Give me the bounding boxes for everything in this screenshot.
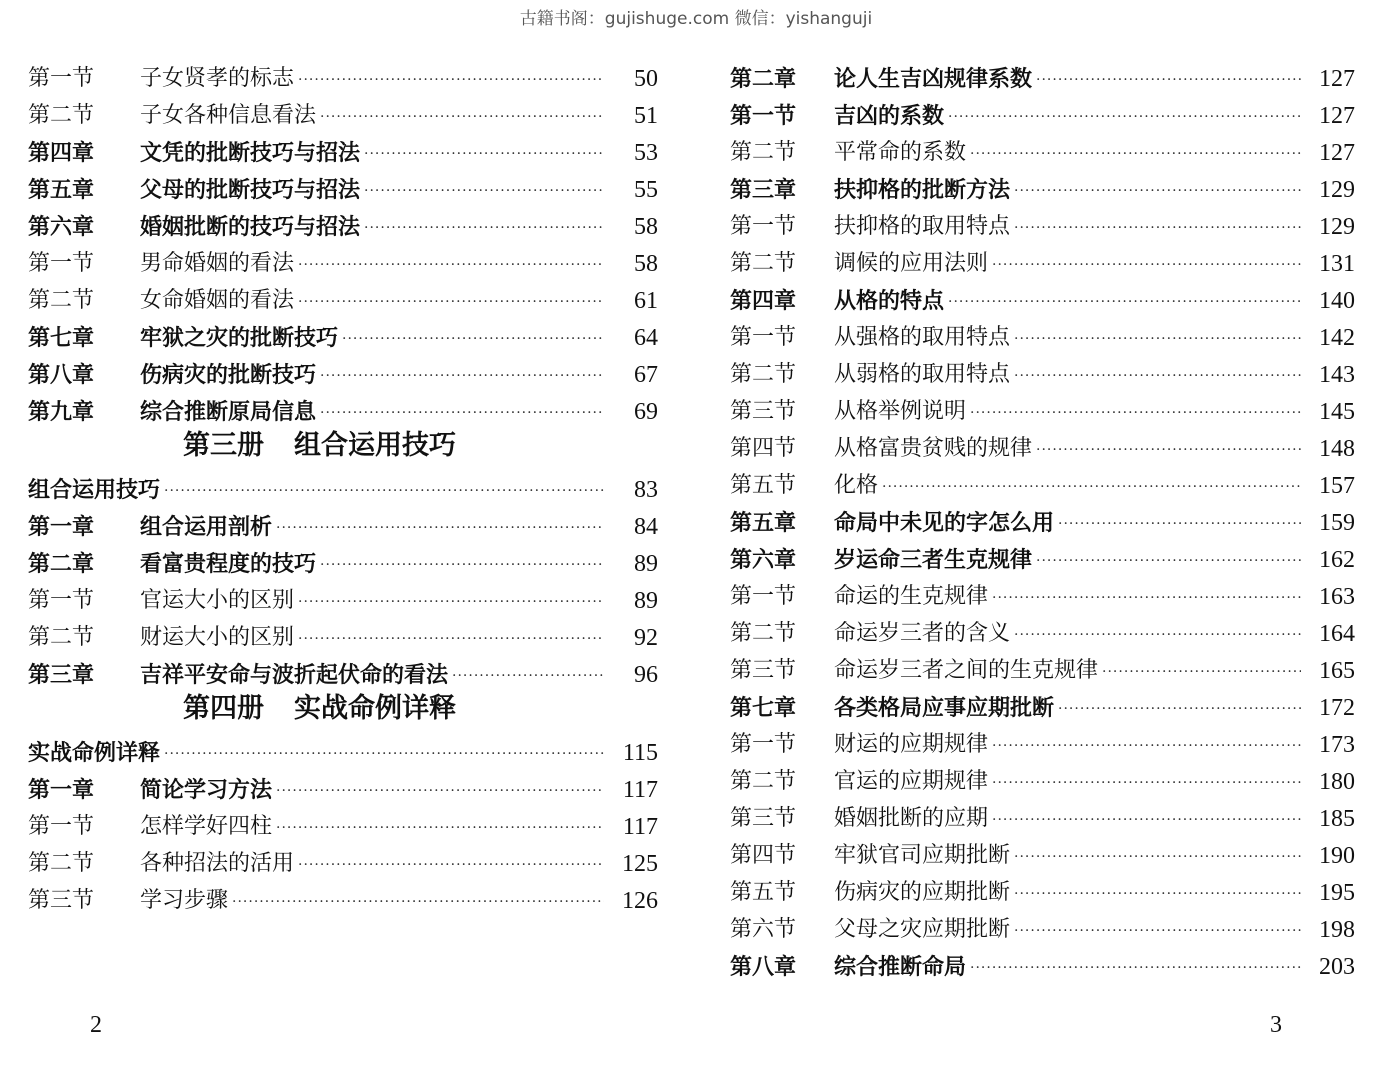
entry-title: 扶抑格的取用特点	[834, 214, 1011, 239]
entry-label: 第七章	[28, 325, 95, 351]
entry-label: 第一节	[28, 251, 95, 276]
entry-title: 调候的应用法则	[834, 251, 989, 276]
toc-section-entry	[730, 388, 1355, 425]
entry-label: 第二章	[28, 551, 95, 577]
toc-section-entry	[730, 795, 1355, 832]
entry-title: 学习步骤	[140, 888, 229, 913]
entry-page-number: 51	[634, 103, 658, 129]
toc-chapter-entry	[28, 166, 658, 203]
dot-leader	[452, 669, 604, 683]
watermark: 古籍书阁：gujishuge.com 微信：yishanguji	[519, 9, 873, 29]
dot-leader	[1102, 665, 1301, 679]
entry-page-number: 89	[634, 588, 658, 614]
entry-title: 从格举例说明	[834, 399, 967, 424]
entry-title: 父母之灾应期批断	[834, 917, 1011, 942]
entry-label: 第二节	[28, 103, 95, 128]
dot-leader	[342, 332, 604, 346]
volume-title: 组合运用技巧	[294, 430, 456, 461]
entry-page-number: 58	[634, 214, 658, 240]
entry-label: 第六章	[28, 214, 95, 240]
entry-page-number: 157	[1319, 473, 1355, 499]
entry-title: 从格富贵贫贱的规律	[834, 436, 1033, 461]
entry-title: 平常命的系数	[834, 140, 967, 165]
dot-leader	[232, 895, 604, 909]
dot-leader	[320, 558, 604, 572]
entry-title: 牢狱之灾的批断技巧	[140, 325, 339, 351]
entry-title: 女命婚姻的看法	[140, 288, 295, 313]
entry-label: 第三章	[730, 177, 797, 203]
dot-leader	[882, 480, 1301, 494]
entry-label: 第三节	[28, 888, 95, 913]
entry-page-number: 163	[1319, 584, 1355, 610]
dot-leader	[298, 295, 604, 309]
toc-section-entry	[28, 240, 658, 277]
entry-title: 从格的特点	[834, 288, 945, 314]
dot-leader	[320, 369, 604, 383]
entry-title: 文凭的批断技巧与招法	[140, 140, 361, 166]
dot-leader	[992, 776, 1301, 790]
dot-leader	[276, 521, 604, 535]
entry-title: 吉凶的系数	[834, 103, 945, 129]
dot-leader	[992, 258, 1301, 272]
entry-title: 牢狱官司应期批断	[834, 843, 1011, 868]
entry-title: 组合运用技巧	[28, 477, 161, 503]
toc-chapter-entry	[730, 55, 1355, 92]
entry-title: 伤病灾的应期批断	[834, 880, 1011, 905]
volume-heading	[28, 688, 658, 729]
dot-leader	[364, 221, 604, 235]
dot-leader	[164, 747, 604, 761]
entry-title: 命运岁三者之间的生克规律	[834, 658, 1099, 683]
dot-leader	[970, 961, 1301, 975]
entry-label: 第一节	[730, 103, 797, 129]
volume-number: 第三册	[183, 430, 264, 461]
entry-title: 组合运用剖析	[140, 514, 273, 540]
entry-page-number: 142	[1319, 325, 1355, 351]
dot-leader	[320, 406, 604, 420]
entry-title: 官运的应期规律	[834, 769, 989, 794]
entry-label: 第五节	[730, 473, 797, 498]
entry-label: 第一节	[730, 732, 797, 757]
dot-leader	[1058, 702, 1301, 716]
entry-page-number: 198	[1319, 917, 1355, 943]
entry-page-number: 96	[634, 662, 658, 688]
entry-page-number: 67	[634, 362, 658, 388]
entry-page-number: 117	[622, 814, 658, 840]
entry-label: 第三节	[730, 658, 797, 683]
dot-leader	[948, 295, 1301, 309]
dot-leader	[320, 110, 604, 124]
entry-page-number: 129	[1319, 177, 1355, 203]
toc-section-entry	[730, 203, 1355, 240]
dot-leader	[276, 784, 604, 798]
dot-leader	[298, 595, 604, 609]
entry-page-number: 190	[1319, 843, 1355, 869]
entry-label: 第四节	[730, 843, 797, 868]
dot-leader	[1036, 73, 1301, 87]
entry-title: 综合推断原局信息	[140, 399, 317, 425]
toc-section-entry	[730, 314, 1355, 351]
toc-chapter-entry	[28, 388, 658, 425]
entry-page-number: 173	[1319, 732, 1355, 758]
toc-section-entry	[28, 92, 658, 129]
entry-page-number: 131	[1319, 251, 1355, 277]
toc-chapter-entry	[730, 499, 1355, 536]
entry-title: 官运大小的区别	[140, 588, 295, 613]
entry-label: 第五节	[730, 880, 797, 905]
entry-title: 吉祥平安命与波折起伏命的看法	[140, 662, 449, 688]
toc-section-entry	[730, 869, 1355, 906]
toc-part-entry	[28, 729, 658, 766]
entry-page-number: 129	[1319, 214, 1355, 240]
entry-label: 第四章	[28, 140, 95, 166]
toc-section-entry	[730, 351, 1355, 388]
dot-leader	[1014, 332, 1301, 346]
entry-label: 第四章	[730, 288, 797, 314]
dot-leader	[1014, 924, 1301, 938]
toc-chapter-entry	[730, 684, 1355, 721]
dot-leader	[992, 739, 1301, 753]
entry-page-number: 127	[1319, 140, 1355, 166]
entry-label: 第一节	[730, 214, 797, 239]
entry-label: 第一节	[28, 66, 95, 91]
entry-label: 第一章	[28, 514, 95, 540]
entry-title: 综合推断命局	[834, 954, 967, 980]
entry-label: 第八章	[28, 362, 95, 388]
dot-leader	[298, 73, 604, 87]
entry-page-number: 92	[634, 625, 658, 651]
entry-page-number: 127	[1319, 103, 1355, 129]
entry-page-number: 164	[1319, 621, 1355, 647]
toc-section-entry	[730, 721, 1355, 758]
entry-label: 第六章	[730, 547, 797, 573]
toc-section-entry	[28, 277, 658, 314]
entry-page-number: 83	[634, 477, 658, 503]
toc-section-entry	[28, 803, 658, 840]
entry-title: 婚姻批断的应期	[834, 806, 989, 831]
entry-title: 男命婚姻的看法	[140, 251, 295, 276]
entry-page-number: 127	[1319, 66, 1355, 92]
dot-leader	[276, 821, 604, 835]
entry-label: 第三节	[730, 399, 797, 424]
entry-page-number: 125	[622, 851, 658, 877]
entry-label: 第二节	[730, 362, 797, 387]
entry-page-number: 64	[634, 325, 658, 351]
entry-page-number: 148	[1319, 436, 1355, 462]
dot-leader	[1014, 887, 1301, 901]
dot-leader	[164, 484, 604, 498]
dot-leader	[364, 147, 604, 161]
toc-section-entry	[730, 832, 1355, 869]
entry-label: 第二节	[730, 769, 797, 794]
entry-label: 第二节	[28, 625, 95, 650]
toc-section-entry	[730, 462, 1355, 499]
entry-label: 第一章	[28, 777, 95, 803]
entry-label: 第二节	[730, 140, 797, 165]
toc-section-entry	[28, 877, 658, 914]
left-page	[28, 55, 658, 914]
entry-label: 第四节	[730, 436, 797, 461]
entry-page-number: 172	[1319, 695, 1355, 721]
entry-title: 财运的应期规律	[834, 732, 989, 757]
entry-title: 各类格局应事应期批断	[834, 695, 1055, 721]
dot-leader	[1014, 184, 1301, 198]
toc-section-entry	[28, 577, 658, 614]
entry-title: 怎样学好四柱	[140, 814, 273, 839]
entry-page-number: 159	[1319, 510, 1355, 536]
entry-page-number: 140	[1319, 288, 1355, 314]
entry-page-number: 117	[622, 777, 658, 803]
entry-page-number: 143	[1319, 362, 1355, 388]
toc-chapter-entry	[730, 536, 1355, 573]
entry-label: 第二节	[730, 621, 797, 646]
entry-label: 第七章	[730, 695, 797, 721]
entry-page-number: 115	[622, 740, 658, 766]
entry-title: 从弱格的取用特点	[834, 362, 1011, 387]
entry-title: 各种招法的活用	[140, 851, 295, 876]
toc-section-entry	[730, 610, 1355, 647]
entry-title: 子女各种信息看法	[140, 103, 317, 128]
dot-leader	[1014, 850, 1301, 864]
entry-title: 子女贤孝的标志	[140, 66, 295, 91]
entry-title: 财运大小的区别	[140, 625, 295, 650]
entry-page-number: 50	[634, 66, 658, 92]
toc-chapter-entry	[28, 203, 658, 240]
toc-chapter-entry	[28, 651, 658, 688]
dot-leader	[1014, 221, 1301, 235]
entry-label: 第一节	[28, 588, 95, 613]
entry-label: 第三节	[730, 806, 797, 831]
entry-label: 第九章	[28, 399, 95, 425]
dot-leader	[948, 110, 1301, 124]
entry-label: 第五章	[28, 177, 95, 203]
entry-label: 第三章	[28, 662, 95, 688]
page-number: 2	[90, 1012, 102, 1038]
toc-section-entry	[730, 425, 1355, 462]
toc-section-entry	[730, 647, 1355, 684]
toc-chapter-entry	[28, 503, 658, 540]
entry-title: 命运岁三者的含义	[834, 621, 1011, 646]
entry-label: 第一节	[28, 814, 95, 839]
dot-leader	[1014, 369, 1301, 383]
entry-page-number: 185	[1319, 806, 1355, 832]
toc-part-entry	[28, 466, 658, 503]
entry-title: 岁运命三者生克规律	[834, 547, 1033, 573]
entry-label: 第二节	[730, 251, 797, 276]
entry-title: 化格	[834, 473, 879, 498]
volume-heading	[28, 425, 658, 466]
entry-title: 实战命例详释	[28, 740, 161, 766]
toc-chapter-entry	[28, 540, 658, 577]
entry-label: 第一节	[730, 325, 797, 350]
entry-title: 看富贵程度的技巧	[140, 551, 317, 577]
entry-page-number: 145	[1319, 399, 1355, 425]
toc-chapter-entry	[730, 92, 1355, 129]
entry-title: 父母的批断技巧与招法	[140, 177, 361, 203]
entry-label: 第五章	[730, 510, 797, 536]
entry-page-number: 195	[1319, 880, 1355, 906]
entry-page-number: 69	[634, 399, 658, 425]
toc-section-entry	[730, 573, 1355, 610]
toc-chapter-entry	[28, 314, 658, 351]
entry-page-number: 165	[1319, 658, 1355, 684]
toc-section-entry	[28, 55, 658, 92]
entry-page-number: 61	[634, 288, 658, 314]
toc-list	[28, 466, 658, 688]
toc-list	[28, 55, 658, 425]
dot-leader	[298, 258, 604, 272]
entry-title: 从强格的取用特点	[834, 325, 1011, 350]
dot-leader	[970, 147, 1301, 161]
dot-leader	[1014, 628, 1301, 642]
entry-title: 论人生吉凶规律系数	[834, 66, 1033, 92]
toc-section-entry	[28, 614, 658, 651]
entry-label: 第二章	[730, 66, 797, 92]
entry-page-number: 180	[1319, 769, 1355, 795]
toc-chapter-entry	[28, 766, 658, 803]
entry-title: 伤病灾的批断技巧	[140, 362, 317, 388]
toc-chapter-entry	[730, 277, 1355, 314]
dot-leader	[364, 184, 604, 198]
toc-section-entry	[730, 129, 1355, 166]
entry-label: 第二节	[28, 851, 95, 876]
entry-title: 命局中未见的字怎么用	[834, 510, 1055, 536]
entry-page-number: 162	[1319, 547, 1355, 573]
dot-leader	[1058, 517, 1301, 531]
toc-chapter-entry	[730, 166, 1355, 203]
toc-list	[28, 729, 658, 914]
dot-leader	[298, 632, 604, 646]
dot-leader	[298, 858, 604, 872]
toc-section-entry	[730, 906, 1355, 943]
dot-leader	[992, 591, 1301, 605]
toc-chapter-entry	[28, 351, 658, 388]
page-number: 3	[1270, 1012, 1282, 1038]
dot-leader	[1036, 554, 1301, 568]
entry-page-number: 203	[1319, 954, 1355, 980]
entry-title: 婚姻批断的技巧与招法	[140, 214, 361, 240]
entry-label: 第二节	[28, 288, 95, 313]
entry-page-number: 89	[634, 551, 658, 577]
entry-label: 第一节	[730, 584, 797, 609]
toc-chapter-entry	[28, 129, 658, 166]
entry-page-number: 55	[634, 177, 658, 203]
toc-list	[730, 55, 1355, 980]
volume-title: 实战命例详释	[294, 693, 456, 724]
toc-section-entry	[28, 840, 658, 877]
entry-title: 命运的生克规律	[834, 584, 989, 609]
toc-chapter-entry	[730, 943, 1355, 980]
entry-title: 简论学习方法	[140, 777, 273, 803]
dot-leader	[1036, 443, 1301, 457]
toc-section-entry	[730, 758, 1355, 795]
entry-title: 扶抑格的批断方法	[834, 177, 1011, 203]
entry-page-number: 84	[634, 514, 658, 540]
dot-leader	[970, 406, 1301, 420]
dot-leader	[992, 813, 1301, 827]
entry-page-number: 53	[634, 140, 658, 166]
entry-label: 第六节	[730, 917, 797, 942]
toc-section-entry	[730, 240, 1355, 277]
entry-label: 第八章	[730, 954, 797, 980]
volume-number: 第四册	[183, 693, 264, 724]
right-page	[730, 55, 1355, 980]
entry-page-number: 126	[622, 888, 658, 914]
entry-page-number: 58	[634, 251, 658, 277]
